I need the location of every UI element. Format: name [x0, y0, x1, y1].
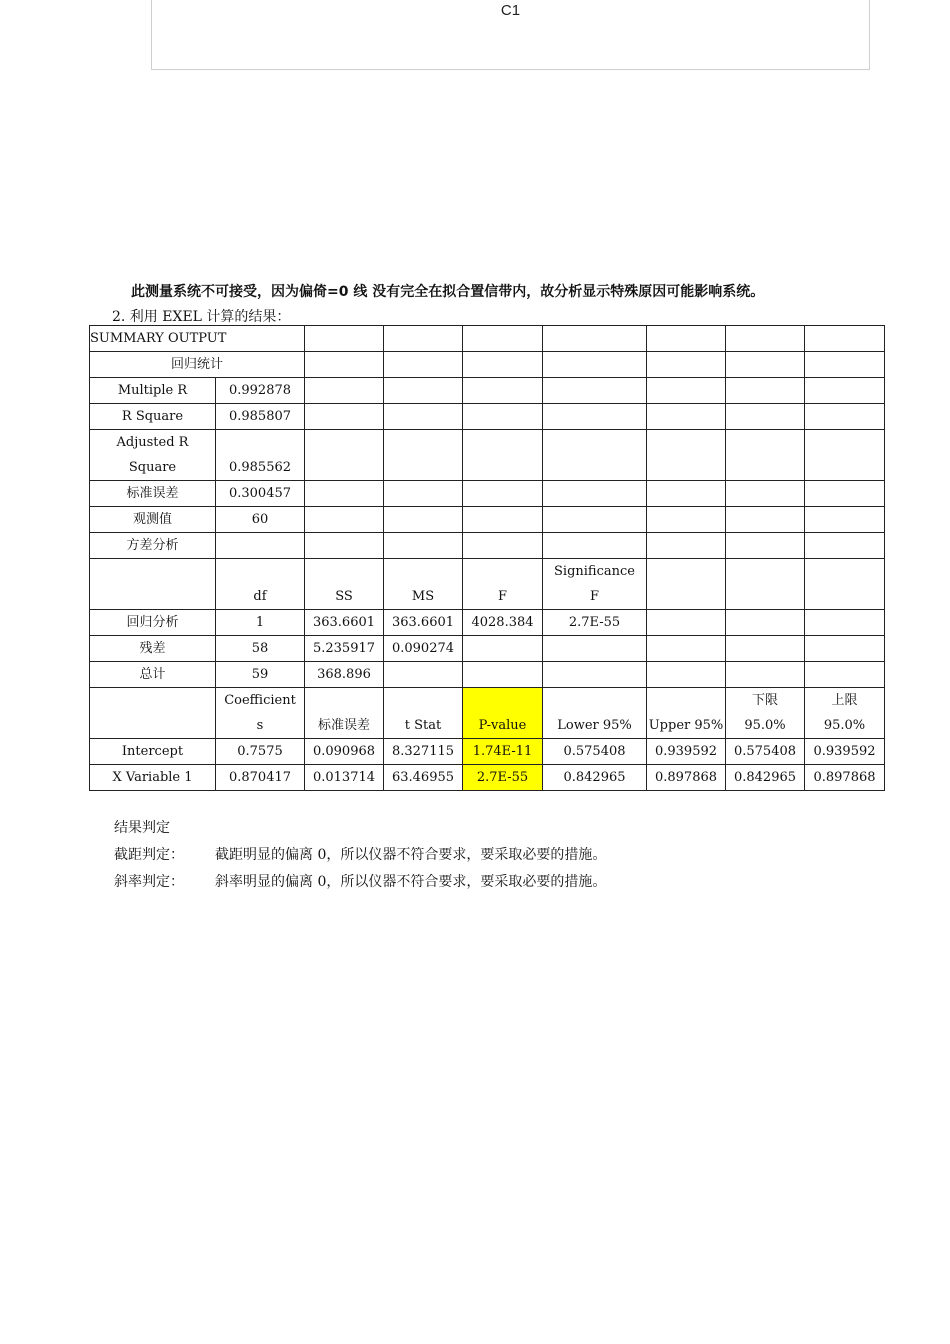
result-heading: 结果判定 [114, 820, 170, 836]
table-row [90, 610, 885, 636]
cell: 2.7E-55 [463, 765, 543, 791]
cell: 63.46955 [384, 765, 463, 791]
stat-label: Multiple R [90, 378, 216, 404]
cell: 0.939592 [647, 739, 726, 765]
column-header: SS [305, 559, 384, 610]
conclusion-text: 此测量系统不可接受，因为偏倚=0 线 没有完全在拟合置信带内，故分析显示特殊原因可能影响系统。 [131, 284, 765, 300]
stat-value: 0.985807 [216, 404, 305, 430]
slope-text: 斜率明显的偏离 0，所以仪器不符合要求，要采取必要的措施。 [215, 874, 607, 890]
chart-frame [151, 0, 870, 70]
stat-value: 0.985562 [216, 430, 305, 481]
slope-key: 斜率判定： [114, 874, 184, 890]
cell: 0.090274 [384, 636, 463, 662]
regression-stats-header: 回归统计 [90, 352, 305, 378]
cell: 0.897868 [647, 765, 726, 791]
anova-header: 方差分析 [90, 533, 216, 559]
cell: 0.575408 [543, 739, 647, 765]
cell: 5.235917 [305, 636, 384, 662]
table-row [90, 507, 885, 533]
cell: 368.896 [305, 662, 384, 688]
column-header: P-value [463, 688, 543, 739]
stat-label: 标准误差 [90, 481, 216, 507]
cell: 0.897868 [805, 765, 885, 791]
stat-label: Adjusted R Square [90, 430, 216, 481]
table-row [90, 430, 885, 481]
cell: 0.013714 [305, 765, 384, 791]
table-row [90, 481, 885, 507]
cell: 0.090968 [305, 739, 384, 765]
table-row [90, 352, 885, 378]
row-label: 残差 [90, 636, 216, 662]
cell: 1.74E-11 [463, 739, 543, 765]
table-row [90, 662, 885, 688]
column-header: Coefficient s [216, 688, 305, 739]
intercept-judgement [114, 844, 606, 864]
table-row [90, 559, 885, 610]
stat-label: R Square [90, 404, 216, 430]
column-header: 标准误差 [305, 688, 384, 739]
column-header: F [463, 559, 543, 610]
cell: 363.6601 [305, 610, 384, 636]
column-header: df [216, 559, 305, 610]
table-row [90, 533, 885, 559]
section-heading: 2. 利用 EXEL 计算的结果： [112, 309, 291, 325]
cell: 363.6601 [384, 610, 463, 636]
column-header: MS [384, 559, 463, 610]
stat-label: 观测值 [90, 507, 216, 533]
stat-value: 60 [216, 507, 305, 533]
table-row [90, 688, 885, 739]
cell: 0.870417 [216, 765, 305, 791]
cell: 0.842965 [726, 765, 805, 791]
cell: 0.575408 [726, 739, 805, 765]
slope-judgement [114, 871, 606, 891]
row-label: X Variable 1 [90, 765, 216, 791]
cell: 1 [216, 610, 305, 636]
table-row [90, 378, 885, 404]
row-label: 回归分析 [90, 610, 216, 636]
summary-output-table [89, 325, 885, 791]
row-label: Intercept [90, 739, 216, 765]
cell: 0.842965 [543, 765, 647, 791]
table-row [90, 739, 885, 765]
intercept-text: 截距明显的偏离 0，所以仪器不符合要求，要采取必要的措施。 [215, 847, 607, 863]
intercept-key: 截距判定： [114, 847, 184, 863]
summary-title: SUMMARY OUTPUT [90, 326, 305, 352]
stat-value: 0.992878 [216, 378, 305, 404]
column-header: t Stat [384, 688, 463, 739]
column-header: Lower 95% [543, 688, 647, 739]
table-row [90, 636, 885, 662]
column-header: 上限 95.0% [805, 688, 885, 739]
table-row [90, 326, 885, 352]
table-row [90, 765, 885, 791]
column-header: Significance F [543, 559, 647, 610]
cell: 8.327115 [384, 739, 463, 765]
cell: 59 [216, 662, 305, 688]
chart-label: C1 [500, 2, 521, 19]
cell: 2.7E-55 [543, 610, 647, 636]
column-header: 下限 95.0% [726, 688, 805, 739]
table-row [90, 404, 885, 430]
row-label: 总计 [90, 662, 216, 688]
cell: 4028.384 [463, 610, 543, 636]
cell: 0.939592 [805, 739, 885, 765]
stat-value: 0.300457 [216, 481, 305, 507]
cell: 0.7575 [216, 739, 305, 765]
cell: 58 [216, 636, 305, 662]
column-header: Upper 95% [647, 688, 726, 739]
